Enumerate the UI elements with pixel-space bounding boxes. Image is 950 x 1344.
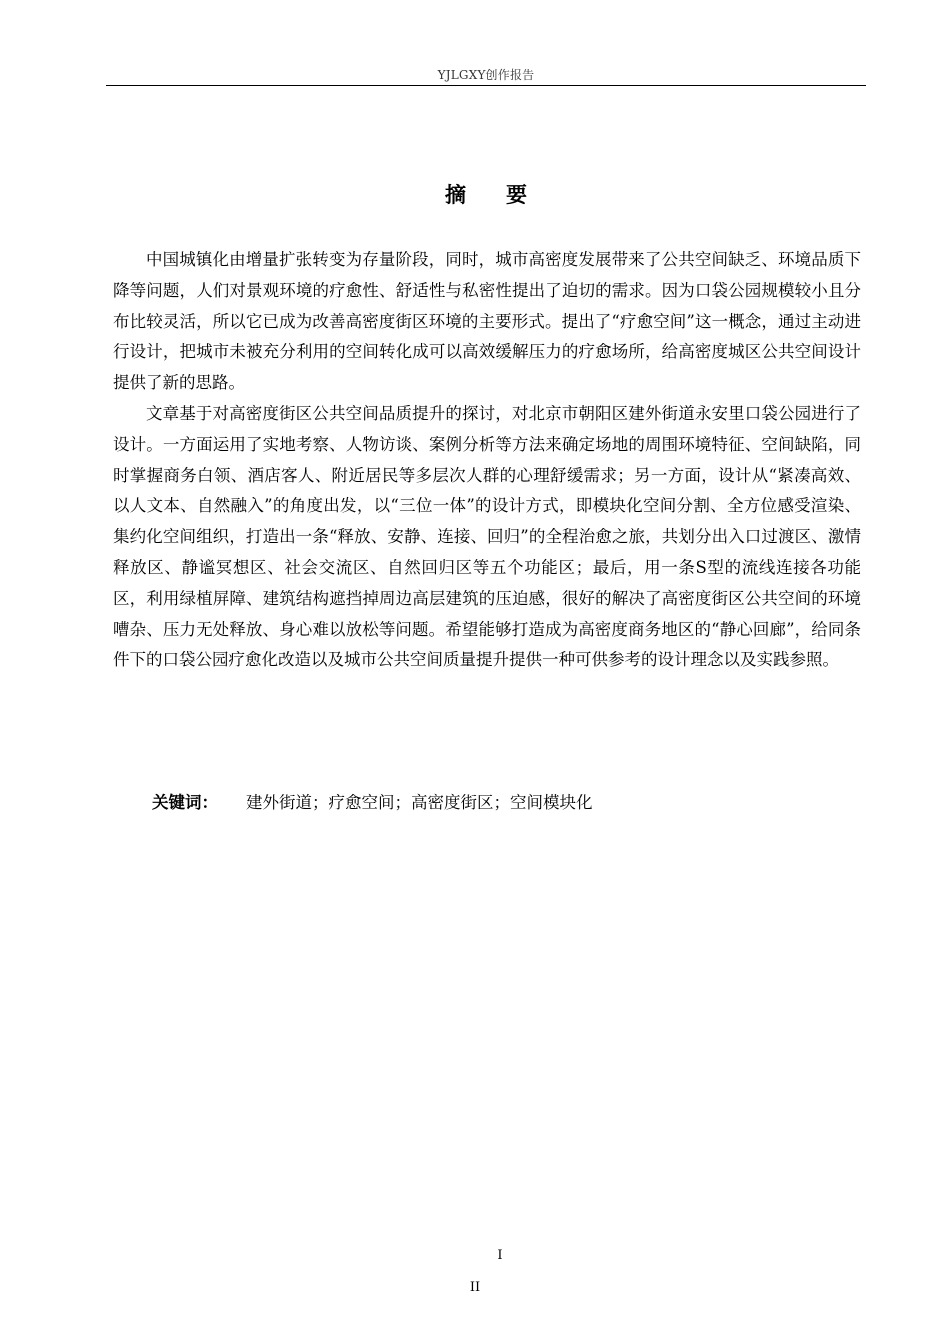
- keywords-value: 建外街道；疗愈空间；高密度街区；空间模块化: [246, 793, 593, 812]
- keywords-label: 关键词：: [152, 793, 218, 812]
- page-number-roman-1: I: [497, 1248, 503, 1263]
- abstract-title: 摘要: [445, 183, 567, 207]
- abstract-body: [113, 245, 861, 676]
- header-divider: [106, 85, 866, 86]
- page-number-roman-2: II: [469, 1280, 481, 1295]
- page-header: YJLGXY创作报告: [437, 68, 535, 82]
- keywords-line: [152, 788, 593, 818]
- abstract-paragraph-2: 文章基于对高密度街区公共空间品质提升的探讨，对北京市朝阳区建外街道永安里口袋公园进行了设计。一方面运用了实地考察、人物访谈、案例分析等方法来确定场地的周围环境特征、空间缺陷，同时掌握商务白领、酒店客人、附近居民等多层次人群的心理舒缓需求；另一方面，设计从“紧凑高效、以人文本、自然融入”的角度出发，以“三位一体”的设计方式，即模块化空间分割、全方位感受渲染、集约化空间组织，打造出一条“释放、安静、连接、回归”的全程治愈之旅，共划分出入口过渡区、激情释放区、静谧冥想区、社会交流区、自然回归区等五个功能区；最后，用一条S型的流线连接各功能区，利用绿植屏障、建筑结构遮挡掉周边高层建筑的压迫感，很好的解决了高密度街区公共空间的环境嘈杂、压力无处释放、身心难以放松等问题。希望能够打造成为高密度商务地区的“静心回廊”，给同条件下的口袋公园疗愈化改造以及城市公共空间质量提升提供一种可供参考的设计理念以及实践参照。: [113, 403, 861, 670]
- abstract-paragraph-1: 中国城镇化由增量扩张转变为存量阶段，同时，城市高密度发展带来了公共空间缺乏、环境品质下降等问题，人们对景观环境的疗愈性、舒适性与私密性提出了迫切的需求。因为口袋公园规模较小且分布比较灵活，所以它已成为改善高密度街区环境的主要形式。提出了“疗愈空间”这一概念，通过主动进行设计，把城市未被充分利用的空间转化成可以高效缓解压力的疗愈场所，给高密度城区公共空间设计提供了新的思路。: [113, 250, 861, 393]
